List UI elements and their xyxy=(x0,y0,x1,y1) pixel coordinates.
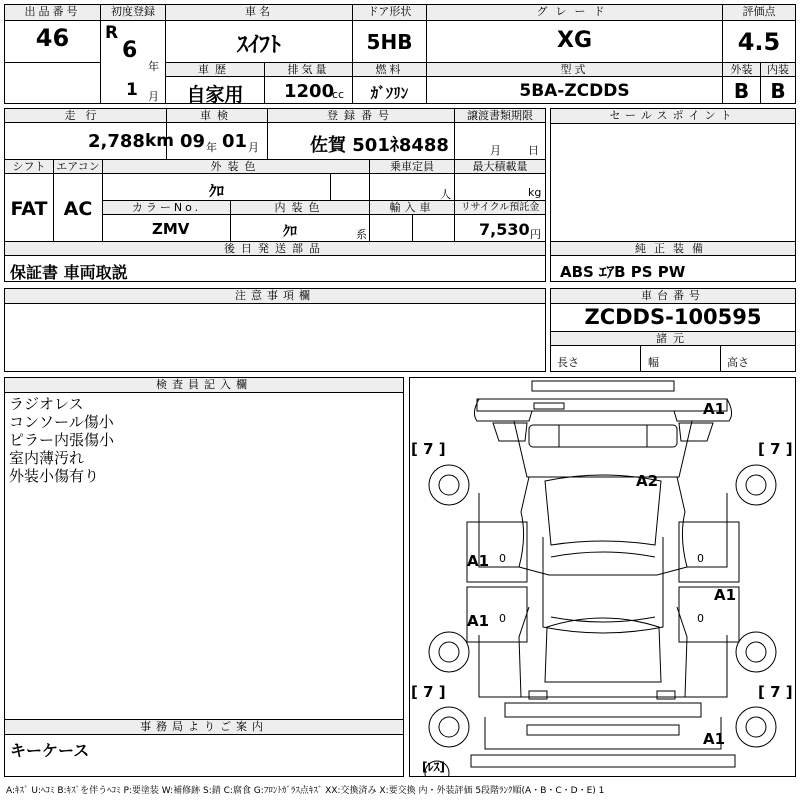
divider xyxy=(330,174,331,200)
zero-mark: 0 xyxy=(499,552,506,565)
car-name: ｽｲﾌﾄ xyxy=(236,33,281,58)
inspector-note: 室内薄汚れ xyxy=(9,449,85,467)
inspector-note: ピラー内張傷小 xyxy=(9,431,115,449)
first-reg-month: 1 xyxy=(126,80,138,100)
exterior-color: ｸﾛ xyxy=(208,182,224,200)
inspector-note: コンソール傷小 xyxy=(9,413,114,431)
header-door-type: ドア形状 xyxy=(353,5,426,21)
header-chassis-number: 車台番号 xyxy=(551,289,795,304)
divider xyxy=(230,200,231,241)
shift: FAT xyxy=(10,198,48,220)
inspector-notes-list xyxy=(9,395,114,485)
lot-number: 46 xyxy=(35,24,70,52)
first-reg-year: 6 xyxy=(122,38,138,63)
header-score: 評価点 xyxy=(723,5,795,21)
first-reg-month-unit: 月 xyxy=(148,90,159,103)
damage-mark: A1 xyxy=(714,586,737,604)
history: 自家用 xyxy=(186,84,244,106)
capacity-unit: 人 xyxy=(440,188,451,201)
door-type: 5HB xyxy=(366,30,413,54)
divider xyxy=(640,346,641,372)
inspector-note: ラジオレス xyxy=(9,395,84,413)
later-items: 保証書 車両取説 xyxy=(10,263,128,282)
recycle-fee: 7,530 xyxy=(479,220,530,239)
damage-mark: A1 xyxy=(703,730,726,748)
header-later-items: 後日発送部品 xyxy=(5,242,545,256)
header-options: 純正装備 xyxy=(551,242,795,256)
header-exterior-color: 外装色 xyxy=(103,160,369,174)
divider xyxy=(720,346,721,372)
recycle-fee-unit: 円 xyxy=(530,228,541,241)
inspection-month-unit: 月 xyxy=(248,141,259,154)
header-aircon: エアコン xyxy=(54,160,102,174)
chassis-number: ZCDDS-100595 xyxy=(584,305,762,329)
spec-length-label: 長さ xyxy=(557,356,579,369)
inspector-note: 外装小傷有り xyxy=(9,467,100,485)
header-displacement: 排気量 xyxy=(265,63,352,77)
tire-mark: [ 7 ] xyxy=(411,440,446,458)
header-exterior: 外装 xyxy=(723,63,760,77)
fuel: ｶﾞｿﾘﾝ xyxy=(370,84,409,102)
header-sales-points: セールスポイント xyxy=(551,109,795,124)
options: ABS ｴｱB PS PW xyxy=(560,263,686,281)
transfer-day-unit: 日 xyxy=(528,144,539,157)
car-diagram xyxy=(409,377,796,777)
aircon: AC xyxy=(63,198,93,220)
spare-tire-mark: [ﾚｽ] xyxy=(422,760,445,774)
inspection-year: 09 xyxy=(180,131,206,152)
header-color-no: カラーNo. xyxy=(103,201,230,215)
header-car-name: 車名 xyxy=(166,5,352,21)
divider xyxy=(412,215,413,241)
header-recycle-fee: リサイクル預託金 xyxy=(455,201,545,215)
tire-mark: [ 7 ] xyxy=(758,440,793,458)
header-registration-number: 登録番号 xyxy=(268,109,454,123)
header-shift: シフト xyxy=(5,160,53,174)
damage-mark: A1 xyxy=(467,612,490,630)
load-unit: kg xyxy=(528,186,542,199)
tire-mark: [ 7 ] xyxy=(758,683,793,701)
tire-mark: [ 7 ] xyxy=(411,683,446,701)
damage-mark: A2 xyxy=(636,472,659,490)
spec-width-label: 幅 xyxy=(648,356,659,369)
interior-grade: B xyxy=(770,79,786,103)
mileage-unit: km xyxy=(145,131,175,151)
mileage: 2,788 xyxy=(88,131,145,152)
color-no: ZMV xyxy=(152,220,190,238)
header-model-code: 型式 xyxy=(427,63,722,77)
legend: A:ｷｽﾞ U:ﾍｺﾐ B:ｷｽﾞを伴うﾍｺﾐ P:要塗装 W:補修跡 S:錆 C:腐食 G:ﾌﾛﾝﾄｶﾞﾗｽ点ｷｽﾞ XX:交換済み X:要交換 内・外装評価 5段階ﾗﾝｸ順(A・B・C・D・E) 1 xyxy=(6,786,605,796)
displacement: 1200 xyxy=(284,81,335,102)
displacement-unit: cc xyxy=(332,88,345,101)
score: 4.5 xyxy=(737,28,781,56)
model-code: 5BA-ZCDDS xyxy=(519,81,630,101)
inspection-month: 01 xyxy=(222,131,248,152)
damage-mark: A1 xyxy=(703,400,726,418)
header-grade: グレード xyxy=(427,5,722,21)
office-notes: キーケース xyxy=(10,741,90,760)
zero-mark: 0 xyxy=(499,612,506,625)
header-capacity: 乗車定員 xyxy=(370,160,454,174)
header-transfer-deadline: 譲渡書類期限 xyxy=(455,109,545,123)
transfer-month-unit: 月 xyxy=(490,144,501,157)
zero-mark: 0 xyxy=(697,552,704,565)
interior-color: ｸﾛ xyxy=(283,224,297,240)
registration-number: 佐賀 501ﾈ8488 xyxy=(310,135,449,156)
header-first-registration: 初度登録 xyxy=(101,5,165,21)
header-inspection: 車検 xyxy=(167,109,267,123)
header-mileage: 走行 xyxy=(5,109,166,123)
header-fuel: 燃料 xyxy=(353,63,426,77)
first-reg-era: R xyxy=(105,23,119,43)
first-reg-year-unit: 年 xyxy=(148,60,159,73)
header-notes: 注意事項欄 xyxy=(5,289,545,304)
header-inspector-notes: 検査員記入欄 xyxy=(5,378,403,393)
header-office-notes: 事務局よりご案内 xyxy=(5,720,403,735)
header-interior: 内装 xyxy=(761,63,795,77)
exterior-grade: B xyxy=(733,79,750,103)
interior-color-unit: 系 xyxy=(356,228,367,241)
header-interior-color: 内装色 xyxy=(231,201,369,215)
header-import: 輸入車 xyxy=(370,201,454,215)
damage-mark: A1 xyxy=(467,552,490,570)
grade: XG xyxy=(556,28,593,53)
divider xyxy=(4,62,100,63)
header-max-load: 最大積載量 xyxy=(455,160,545,174)
spec-height-label: 高さ xyxy=(727,356,749,369)
zero-mark: 0 xyxy=(697,612,704,625)
inspection-year-unit: 年 xyxy=(206,141,217,154)
header-specs: 諸元 xyxy=(551,332,795,346)
header-history: 車歴 xyxy=(166,63,264,77)
header-lot-number: 出品番号 xyxy=(5,5,100,21)
